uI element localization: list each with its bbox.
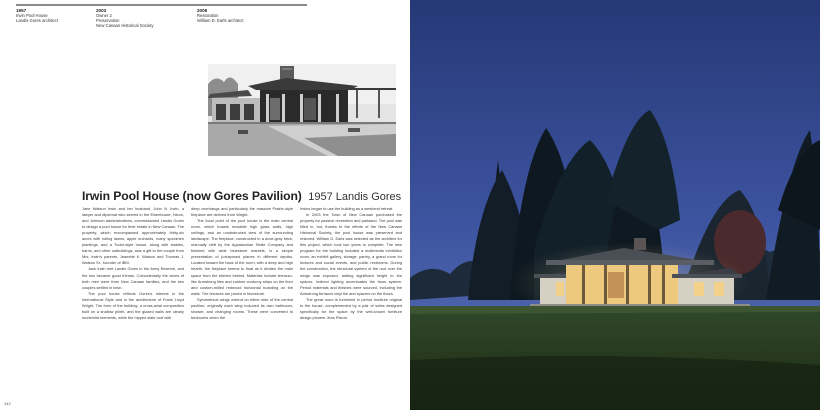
- paragraph: In 2003 the Town of New Canaan purchased the property for passive recreation and parkland. The pool was filled in, but, thanks to the efforts of the New Canaan Historical Society, the pool house was preserved and restored. William D. Earls was selected as the architect for this project, which took two years to complete. The new program for the building included a multimedia exhibition room, an exhibit gallery, storage, pantry, a grand room for lectures and social events, and public restrooms. During the construction, the structural system of the roof over the wings was exposed, adding significant height to the spaces. Indirect lighting accentuates the truss system. Period materials and finishes were sourced, including the Armstrong terrazzo vinyl tile and spacers on the floors.: [300, 212, 402, 296]
- timeline-text: Landis Gores architect: [16, 17, 58, 23]
- timeline-rule: [197, 4, 307, 6]
- timeline-text: New Canaan Historical Society: [96, 23, 154, 29]
- timeline-text: Owner 2: [96, 12, 112, 18]
- paragraph: deep overhangs and particularly the massive Prairie-style fireplace are derived from Wright.: [191, 206, 293, 218]
- historic-photo-image: [208, 64, 396, 156]
- timeline-text: Irwin Pool House: [16, 12, 48, 18]
- text-column: [191, 206, 293, 402]
- historic-photo: [208, 64, 396, 156]
- paragraph: Jack Irwin met Landis Gores in the Army Reserve, and the two became good friends. Coincidentally the wives of both men were from New Canaan families, and the two couples settled in town.: [82, 266, 184, 290]
- body-text: [82, 206, 404, 402]
- timeline-entry: [96, 4, 206, 28]
- paragraph: The focal point of the pool house is the main central room, which boasts movable high glass walls, high ceilings, and an unobstructed view of the surrounding landscape. The fireplace, constructed in a dove-gray brick, manually cleft by the Appalachian Shale Company and finished with wide bluestone mantels, is a simple presentation of juxtaposed planes in different depths. Located toward the back of the room, with a deep and high hearth, the fireplace seems to float as it divides the main space from the kitchen behind. Materials include terrazzo-like Armstrong tiles and custom corduroy strips on the floor and custom-milled redwood horizontal boarding on the walls. The terraces are paved in bluestone.: [191, 218, 293, 296]
- timeline-text: Preservation: [96, 17, 120, 23]
- timeline-text: Restoration: [197, 12, 219, 18]
- article-title: Irwin Pool House (now Gores Pavilion): [82, 189, 302, 203]
- text-column: [300, 206, 402, 402]
- timeline-year: 2003: [96, 7, 107, 13]
- article-heading: [82, 187, 410, 205]
- timeline-year: 2006: [197, 7, 208, 13]
- timeline-text: William D. Earls architect: [197, 17, 244, 23]
- timeline-rule: [96, 4, 206, 6]
- article-subtitle: 1957 Landis Gores: [308, 191, 402, 203]
- paragraph: Irwins began to use the building as a weekend retreat.: [300, 206, 394, 211]
- right-page: [410, 0, 820, 410]
- timeline: [6, 4, 406, 44]
- timeline-year: 1957: [16, 7, 27, 13]
- timeline-entry: [197, 4, 307, 23]
- dusk-photo: [410, 0, 820, 410]
- paragraph: Symmetrical wings extend on either side of the central pavilion; originally each wing included its own bathroom, shower, and changing rooms. These were converted to bedrooms when the: [191, 296, 293, 320]
- text-column: [82, 206, 184, 402]
- paragraph: The great room is furnished in period furniture original to the house, complemented by a pair of sofas designed specifically for the space by the well-known furniture design pioneer Jens Risom.: [300, 296, 402, 320]
- paragraph: Jane Watson Irwin and her husband, John N. Irwin, a lawyer and diplomat who served in the Eisenhower, Nixon, and Johnson administrations, commissioned Landis Gores to design a pool house for their estate in New Canaan. The property, which encompassed approximately thirty-six acres with rolling lawns, apple orchards, many specimen plantings, and a Tudor-style house, along with stables, barns, and other outbuildings, was a gift to the couple from Mrs. Irwin's parents, Jeanette K. Watson and Thomas J. Watson Sr., founder of IBM.: [82, 206, 184, 266]
- page-number: 142: [4, 401, 11, 406]
- paragraph: The pool house reflects Gores's interest in the International Style and in the architecture of Frank Lloyd Wright. The form of the building, a cross-axial composition built on a shallow plinth, and the glazed walls are clearly modernist elements, while the hipped slate roof with: [82, 290, 184, 320]
